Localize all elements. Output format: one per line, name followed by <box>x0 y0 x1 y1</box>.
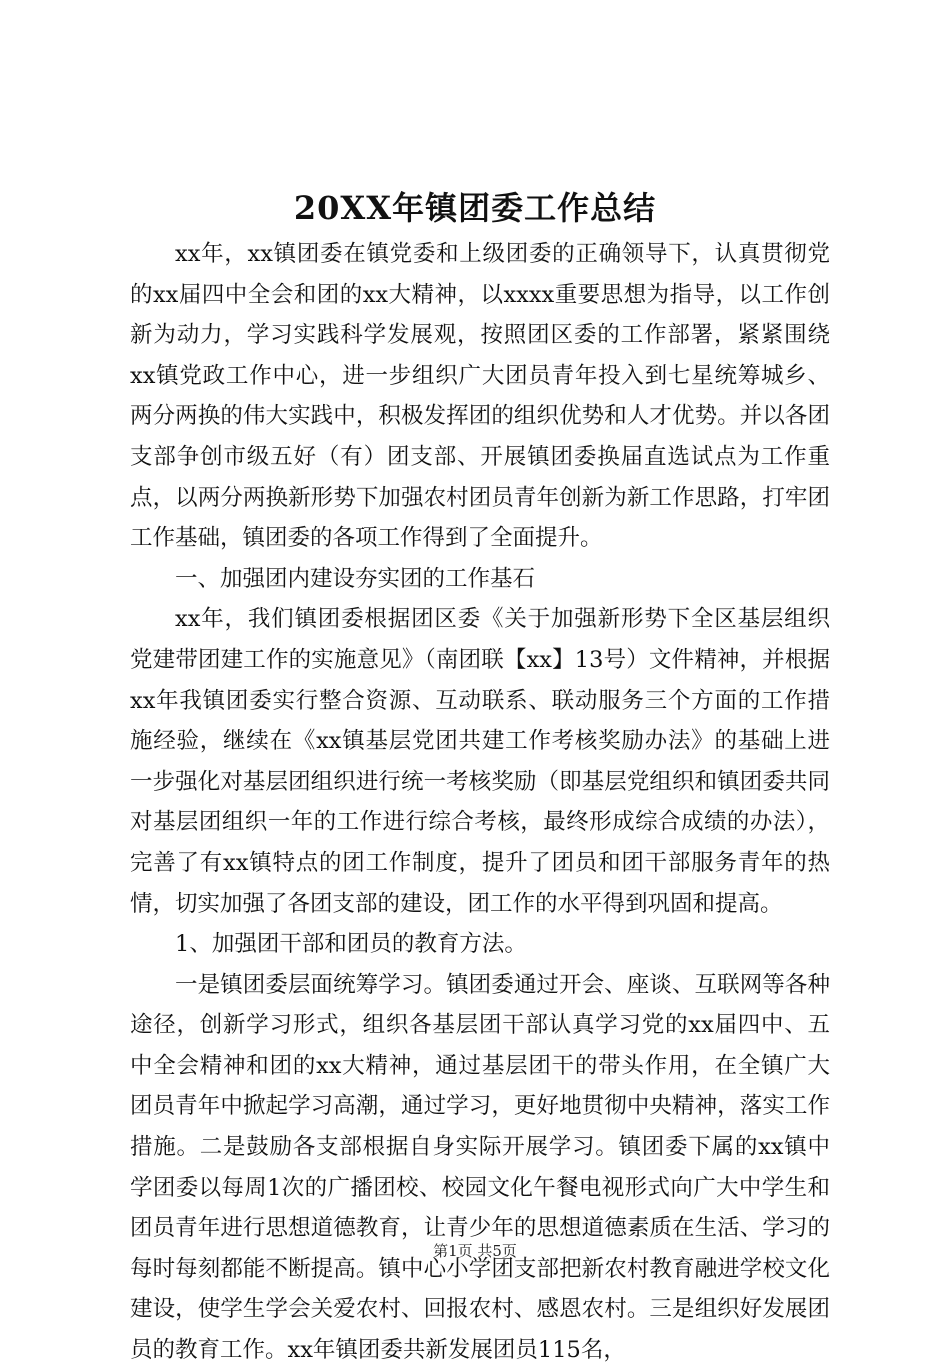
paragraph-section-1: xx年，我们镇团委根据团区委《关于加强新形势下全区基层组织党建带团建工作的实施意见》（南团联【xx】13号）文件精神，并根据xx年我镇团委实行整合资源、互动联系、联动服务三个方面的工作措施经验，继续在《xx镇基层党团共建工作考核奖励办法》的基础上进一步强化对基层团组织进行统一考核奖励（即基层党组织和镇团委共同对基层团组织一年的工作进行综合考核，最终形成综合成绩的办法），完善了有xx镇特点的团工作制度，提升了团员和团干部服务青年的热情，切实加强了各团支部的建设，团工作的水平得到巩固和提高。 <box>130 606 830 917</box>
document-title: 20XX年镇团委工作总结 <box>293 189 657 227</box>
paragraph-subsection-1: 一是镇团委层面统筹学习。镇团委通过开会、座谈、互联网等各种途径，创新学习形式，组织各基层团干部认真学习党的xx届四中、五中全会精神和团的xx大精神，通过基层团干的带头作用，在全镇广大团员青年中掀起学习高潮，通过学习，更好地贯彻中央精神，落实工作措施。二是鼓励各支部根据自身实际开展学习。镇团委下属的xx镇中学团委以每周1次的广播团校、校园文化午餐电视形式向广大中学生和团员青年进行思想道德教育，让青少年的思想道德素质在生活、学习的每时每刻都能不断提高。镇中心小学团支部把新农村教育融进学校文化建设，使学生学会关爱农村、回报农村、感恩农村。三是组织好发展团员的教育工作。xx年镇团委共新发展团员115名， <box>130 971 830 1364</box>
subsection-heading-1: 1、加强团干部和团员的教育方法。 <box>175 931 527 958</box>
paragraph-intro: xx年，xx镇团委在镇党委和上级团委的正确领导下，认真贯彻党的xx届四中全会和团的xx大精神，以xxxx重要思想为指导，以工作创新为动力，学习实践科学发展观，按照团区委的工作部署，紧紧围绕xx镇党政工作中心，进一步组织广大团员青年投入到七星统筹城乡、两分两换的伟大实践中，积极发挥团的组织优势和人才优势。并以各团支部争创市级五好（有）团支部、开展镇团委换届直选试点为工作重点，以两分两换新形势下加强农村团员青年创新为新工作思路，打牢团工作基础，镇团委的各项工作得到了全面提升。 <box>130 241 830 552</box>
section-heading-1: 一、加强团内建设夯实团的工作基石 <box>175 565 536 592</box>
page-number-footer: 第1页 共5页 <box>433 1242 517 1260</box>
document-body <box>130 234 830 1371</box>
